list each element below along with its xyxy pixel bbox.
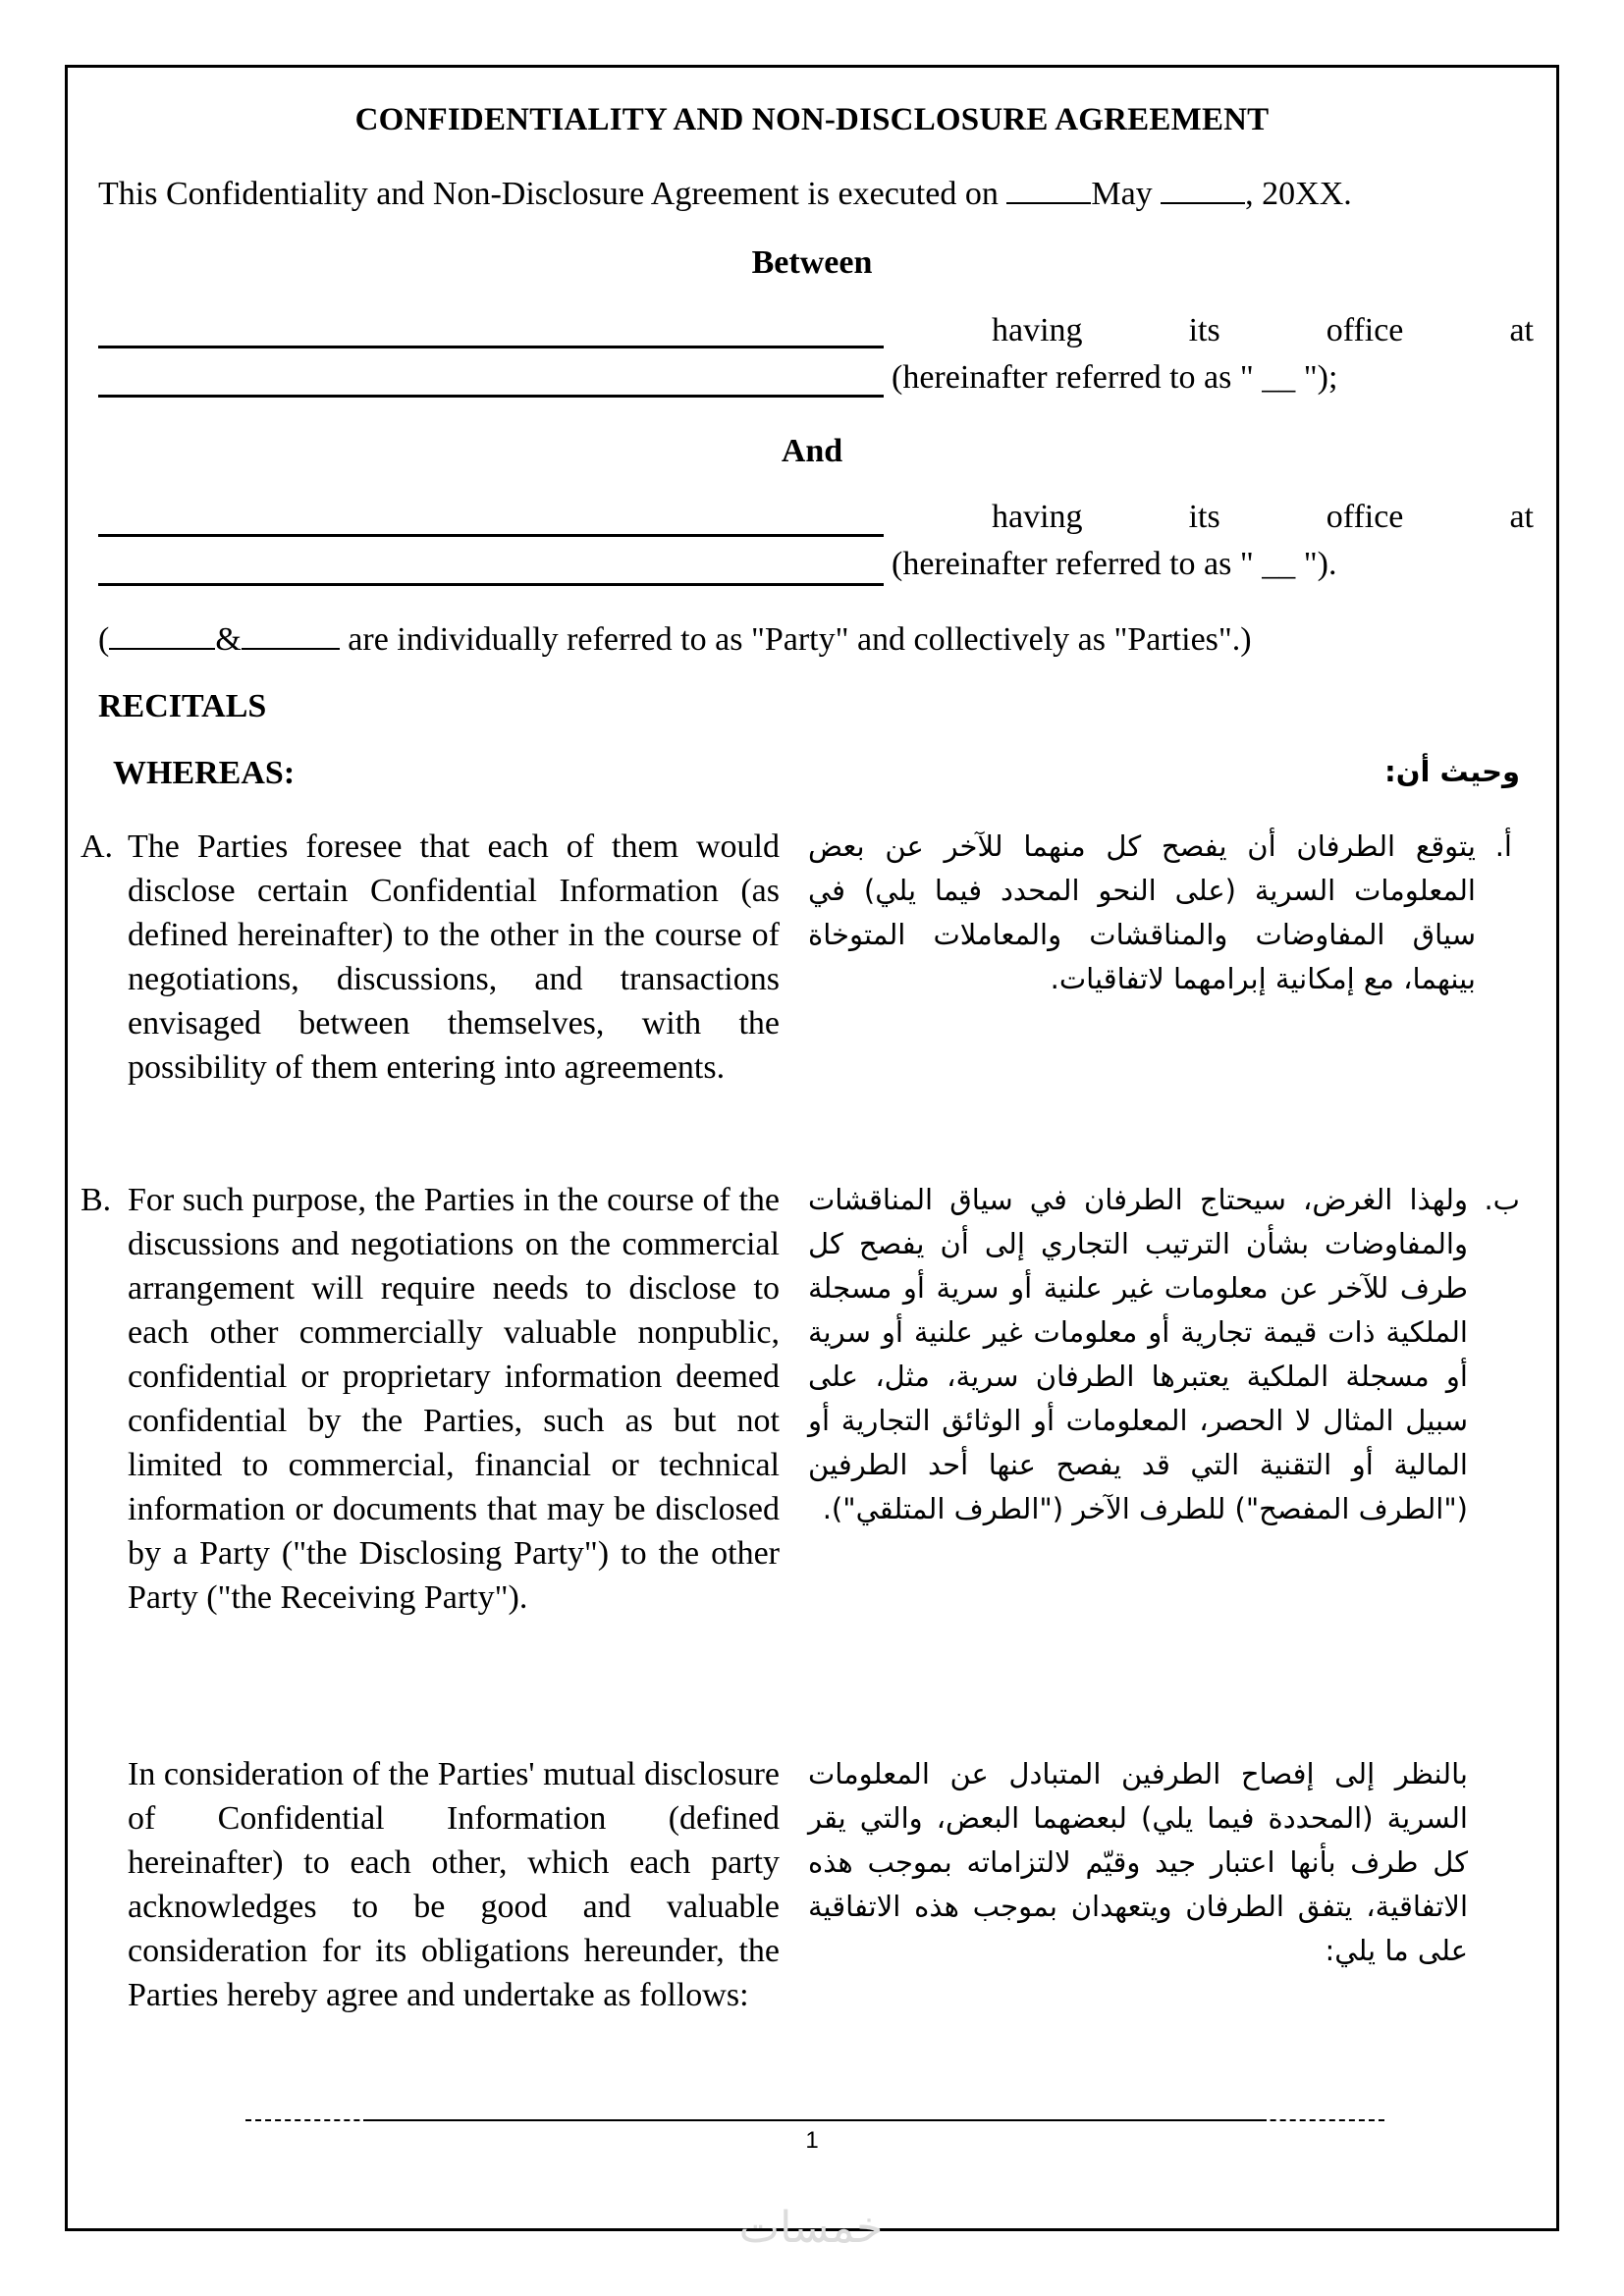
clause-a-text-ar: يتوقع الطرفان أن يفصح كل منهما للآخر عن بعض المعلومات السرية (على النحو المحدد فيما يلي) في سياق المفاوضات والمناقشات والمعاملات المتوخاة بينهما، مع إمكانية إبرامهما لاتفاقيات. xyxy=(808,829,1476,995)
clause-b-marker-ar: ب. xyxy=(1484,1183,1520,1216)
paren-open: ( xyxy=(98,621,110,658)
party1-name-field[interactable] xyxy=(98,346,884,348)
party1-block xyxy=(98,312,1534,400)
party1-short-blank[interactable] xyxy=(109,620,215,650)
party1-referred: (hereinafter referred to as " __ "); xyxy=(892,359,1338,396)
party2-address-field[interactable] xyxy=(98,583,884,586)
document-title: CONFIDENTIALITY AND NON-DISCLOSURE AGREEMENT xyxy=(354,102,1270,137)
parties-line-text: are individually referred to as "Party" and collectively as "Parties".) xyxy=(339,621,1252,658)
party1-its: its xyxy=(1188,312,1220,348)
between-label: Between xyxy=(751,244,873,281)
ampersand: & xyxy=(215,621,242,658)
intro-suffix: , 20XX. xyxy=(1245,176,1352,212)
consideration-text-en: In consideration of the Parties' mutual disclosure of Confidential Information (defined hereinafter) to each other, which each party acknowledges to be good and valuable consideration for its obligations hereunder, the Parties hereby agree and undertake as follows: xyxy=(128,1756,780,2013)
party1-at: at xyxy=(1509,312,1534,348)
and-label: And xyxy=(781,433,843,469)
whereas-heading-en: WHEREAS: xyxy=(113,755,296,791)
date-blank[interactable] xyxy=(1161,175,1245,204)
day-blank[interactable] xyxy=(1006,175,1091,204)
clause-a-text-en: The Parties foresee that each of them would disclose certain Confidential Information (as defined hereinafter) to the other in the course of negotiations, discussions, and transactions envisaged between themselves, with the possibility of them entering into agreements. xyxy=(128,828,780,1086)
party2-block xyxy=(98,499,1534,587)
whereas-heading-ar: وحيث أن: xyxy=(1384,755,1520,788)
clause-b-marker-en: B. xyxy=(81,1182,112,1218)
party2-referred: (hereinafter referred to as " __ "). xyxy=(892,546,1337,582)
clause-a-marker-ar: أ. xyxy=(1494,829,1512,863)
party2-name-field[interactable] xyxy=(98,534,884,537)
parties-line xyxy=(98,620,1252,660)
party1-having: having xyxy=(992,312,1083,348)
page-number: 1 xyxy=(805,2127,819,2154)
recitals-heading: RECITALS xyxy=(98,688,267,724)
party1-office: office xyxy=(1326,312,1404,348)
party2-having-line xyxy=(992,499,1534,536)
watermark-logo: خمسات xyxy=(738,2203,884,2253)
party1-address-field[interactable] xyxy=(98,395,884,398)
intro-month: May xyxy=(1091,176,1153,212)
consideration-text-ar: بالنظر إلى إفصاح الطرفين المتبادل عن المعلومات السرية (المحددة فيما يلي) لبعضهما البعض، والتي يقر كل طرف بأنها اعتبار جيد وقيّم لالتزاماته بموجب هذه الاتفاقية، يتفق الطرفان ويتعهدان بموجب هذه الاتفاقية على ما يلي: xyxy=(808,1757,1468,1967)
party2-at: at xyxy=(1509,499,1534,535)
intro-line xyxy=(98,175,1534,214)
footer-divider-solid xyxy=(363,2119,1267,2121)
party2-its: its xyxy=(1188,499,1220,535)
clause-b-text-en: For such purpose, the Parties in the course of the discussions and negotiations on the commercial arrangement will require needs to disclose to each other commercially valuable nonpublic, confidential or proprietary information deemed confidential by the Parties, such as but not limited to commercial, financial or technical information or documents that may be disclosed by a Party ("the Disclosing Party") to the other Party ("the Receiving Party"). xyxy=(128,1182,780,1616)
party2-office: office xyxy=(1326,499,1404,535)
clause-b-text-ar: ولهذا الغرض، سيحتاج الطرفان في سياق المناقشات والمفاوضات بشأن الترتيب التجاري إلى أن يفصح كل طرف للآخر عن معلومات غير علنية أو سرية أو مسجلة الملكية ذات قيمة تجارية أو معلومات غير علنية أو سرية أو مسجلة الملكية يعتبرها الطرفان سرية، مثل، على سبيل المثال لا الحصر، المعلومات أو الوثائق التجارية أو المالية أو التقنية التي قد يفصح عنها أحد الطرفين ("الطرف المفصح") للطرف الآخر ("الطرف المتلقي"). xyxy=(808,1183,1468,1525)
party2-having: having xyxy=(992,499,1083,535)
party1-having-line xyxy=(992,312,1534,349)
party2-short-blank[interactable] xyxy=(242,620,340,650)
intro-prefix: This Confidentiality and Non-Disclosure Agreement is executed on xyxy=(98,176,1007,212)
clause-a-marker-en: A. xyxy=(81,828,114,865)
